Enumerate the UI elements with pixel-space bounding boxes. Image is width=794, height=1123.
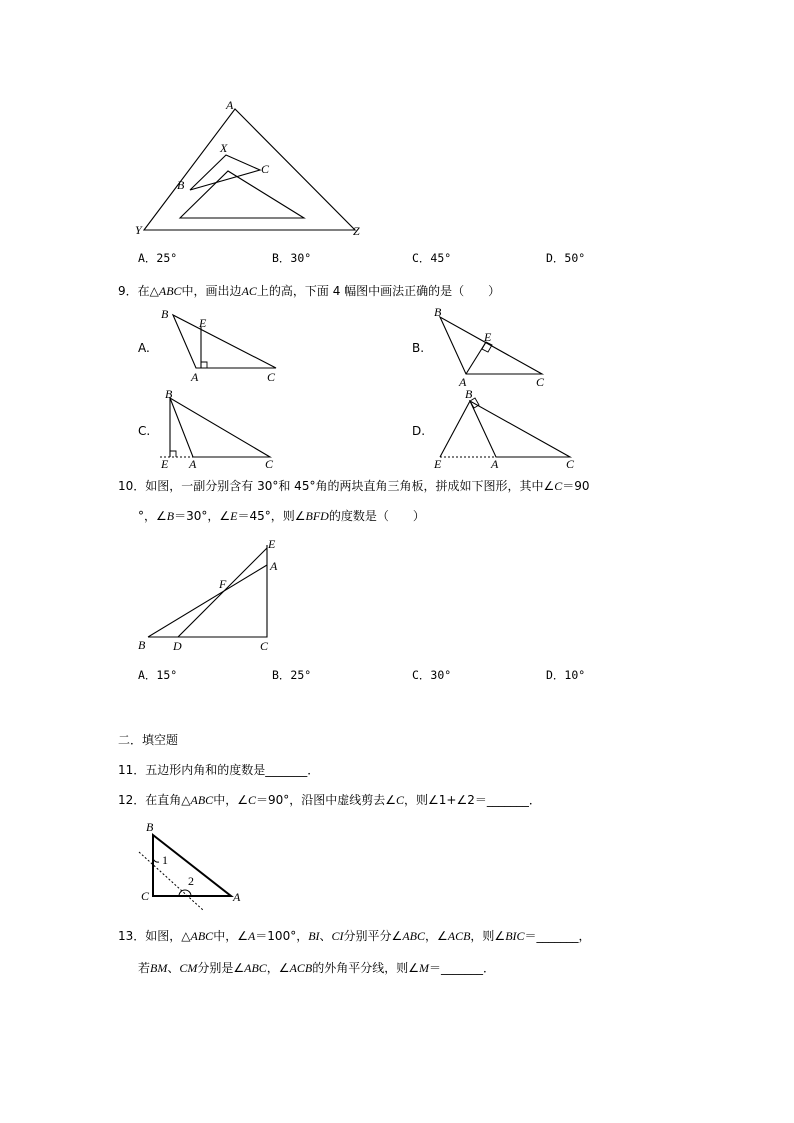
q9-choice-d-label[interactable]: D. bbox=[412, 424, 426, 438]
q10-option-c[interactable]: C．30° bbox=[412, 668, 452, 682]
q8-option-d[interactable]: D．50° bbox=[546, 251, 586, 265]
q9-figure-d bbox=[430, 384, 580, 474]
q13-stem-line2: 若BM、CM分别是∠ABC，∠ACB的外角平分线，则∠M＝_______． bbox=[138, 961, 496, 975]
q12-label-2: 2 bbox=[188, 874, 194, 888]
q9c-label-e: E bbox=[161, 457, 169, 471]
q8-option-c[interactable]: C．45° bbox=[412, 251, 452, 265]
q12-stem: 12．在直角△ABC中，∠C＝90°，沿图中虚线剪去∠C，则∠1+∠2＝_______． bbox=[118, 793, 541, 807]
q10-stem-line1: 10．如图，一副分别含有 30°和 45°角的两块直角三角板，拼成如下图形，其中∠C＝90 bbox=[118, 479, 590, 493]
q8-label-z: Z bbox=[353, 224, 360, 238]
q9b-label-e: E bbox=[484, 330, 492, 344]
q9-choice-b-label[interactable]: B. bbox=[412, 341, 425, 355]
q12-label-b: B bbox=[146, 820, 154, 834]
q9a-label-c: C bbox=[267, 370, 276, 384]
q10-label-f: F bbox=[219, 577, 227, 591]
q9-figure-b bbox=[430, 302, 560, 390]
q9d-label-a: A bbox=[491, 457, 499, 471]
q8-outer-triangle bbox=[144, 109, 355, 230]
q10-stem-line2: °，∠B＝30°，∠E＝45°，则∠BFD的度数是（ ） bbox=[138, 509, 425, 523]
q10-label-e: E bbox=[268, 537, 276, 551]
q8-label-y: Y bbox=[135, 223, 142, 237]
q8-label-x: X bbox=[220, 141, 228, 155]
q8-label-a: A bbox=[226, 98, 234, 112]
q9a-label-a: A bbox=[191, 370, 199, 384]
q9d-label-c: C bbox=[566, 457, 575, 471]
q9a-label-e: E bbox=[199, 316, 207, 330]
q9b-label-a: A bbox=[459, 375, 467, 389]
q8-label-c: C bbox=[261, 162, 270, 176]
q8-figure bbox=[120, 95, 380, 245]
q10-figure bbox=[135, 535, 295, 660]
q12-label-c: C bbox=[141, 889, 150, 903]
q10-option-d[interactable]: D．10° bbox=[546, 668, 586, 682]
q9a-label-b: B bbox=[161, 307, 169, 321]
q13-stem-line1: 13．如图，△ABC中，∠A＝100°，BI、CI分别平分∠ABC，∠ACB，则∠BIC＝_______， bbox=[118, 929, 591, 943]
q9-stem: 9．在△ABC中，画出边AC上的高，下面 4 幅图中画法正确的是（ ） bbox=[118, 284, 501, 298]
q12-label-a: A bbox=[233, 890, 241, 904]
q10-label-d: D bbox=[173, 639, 182, 653]
q10-option-a[interactable]: A．15° bbox=[138, 668, 178, 682]
q9-choice-a-label[interactable]: A. bbox=[138, 341, 150, 355]
q9d-label-e: E bbox=[434, 457, 442, 471]
q10-label-c: C bbox=[260, 639, 269, 653]
q9-choice-c-label[interactable]: C. bbox=[138, 424, 151, 438]
q12-figure bbox=[135, 818, 255, 913]
q11-stem: 11．五边形内角和的度数是_______． bbox=[118, 763, 320, 777]
q8-inner-triangle bbox=[180, 171, 304, 218]
section-title: 二．填空题 bbox=[118, 733, 179, 747]
q8-option-a[interactable]: A．25° bbox=[138, 251, 178, 265]
q8-option-b[interactable]: B．30° bbox=[272, 251, 312, 265]
q9c-label-c: C bbox=[265, 457, 274, 471]
q10-label-a: A bbox=[270, 559, 278, 573]
q9c-label-b: B bbox=[165, 387, 173, 401]
q9b-label-b: B bbox=[434, 305, 442, 319]
q9c-label-a: A bbox=[189, 457, 197, 471]
q9d-label-b: B bbox=[465, 387, 473, 401]
q12-label-1: 1 bbox=[162, 853, 168, 867]
q10-option-b[interactable]: B．25° bbox=[272, 668, 312, 682]
q9b-label-c: C bbox=[536, 375, 545, 389]
q9-figure-a bbox=[155, 305, 285, 385]
q10-label-b: B bbox=[138, 638, 146, 652]
q8-label-b: B bbox=[177, 178, 185, 192]
q9-figure-c bbox=[155, 384, 285, 474]
